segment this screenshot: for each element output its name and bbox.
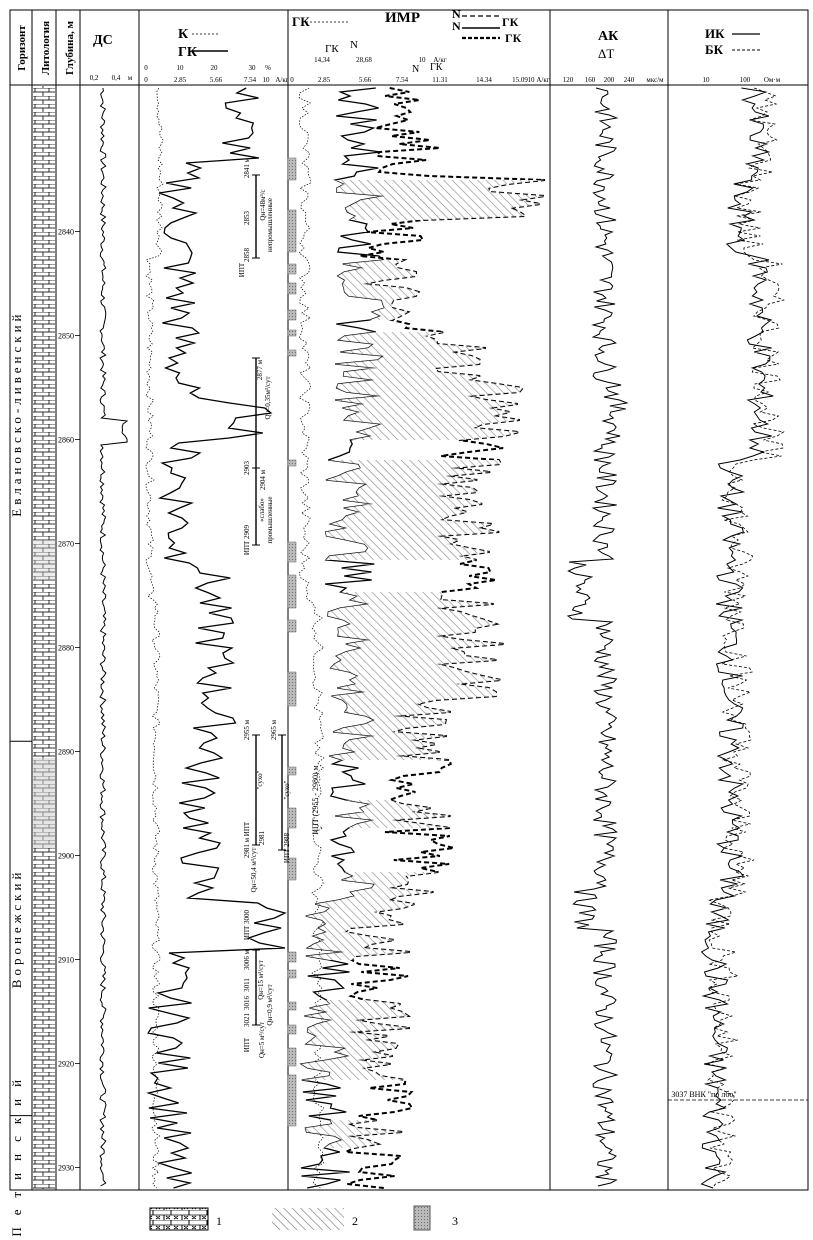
gk-scale-3: 7.54 [243,76,257,84]
ak-scale-3: 240 [623,76,635,84]
horizon-name: Воронежский [9,868,24,989]
ik-scale-2: Ом·м [763,76,781,84]
lithology-limestone [33,86,55,1189]
imr-scale-5: 14.34 [476,76,492,84]
ak-curve [568,88,627,1186]
annotation-a18: 2981 м ИПТ [243,821,251,859]
gk-scale-2: 5.66 [209,76,223,84]
legend-num-2: 2 [352,1214,358,1228]
depth-label: 2900 [58,851,74,861]
annotation-a11: ИПТ 2909 [243,524,251,556]
ak-scale-4: мкс/м [646,76,664,84]
annotation-a6: ИПТ [238,262,246,278]
annotation-a16: "сухо" [256,770,264,790]
interval-block [288,1048,296,1066]
gk-scale-4: 10 [262,76,270,84]
interval-block [288,310,296,320]
depth-label: 2910 [58,955,74,965]
hatched-interval [301,1000,410,1080]
annotation-a20: ИПТ 2988 [283,832,291,864]
annotation-a32: 3037 ВНК "по лбо" [671,1090,737,1099]
header-ak: АК [598,29,619,44]
legend-swatch-1 [150,1208,208,1230]
interval-block [288,350,296,356]
imr-scale-7: 10 [527,76,535,84]
gk-scale-1: 2.85 [173,76,187,84]
depth-label: 2860 [58,435,74,445]
annotation-a15: 2965 м [270,719,278,741]
horizon-column [9,311,32,1240]
horizon-name: Евлановско-ливенский [9,310,24,517]
hatched-interval [335,180,545,220]
interval-block [288,158,296,180]
annotation-a13: промышленные [266,496,274,544]
legend-swatch-3 [414,1206,430,1230]
imr-top-scale-2: 10 [418,56,426,64]
annotation-a25: 3016 [243,996,251,1010]
interval-block [288,1075,296,1126]
hatched-interval [329,700,451,760]
header-gk-r2: ГК [505,31,522,45]
annotation-a12: «слабо» [258,498,266,522]
header-bk: БК [705,42,724,57]
header-ds: ДС [93,33,113,48]
ds-curve [100,88,127,1186]
interval-block [288,808,296,828]
header-ik: ИК [705,26,725,41]
bk-curve [708,88,784,1188]
depth-label: 2870 [58,539,74,549]
imr-scale-6: 15.09 [512,76,528,84]
k-scale-2: 20 [210,64,218,72]
hatched-interval [306,872,439,960]
imr-scale-0: 0 [290,76,294,84]
ak-scale-1: 160 [584,76,596,84]
annotation-a3: 2858 [243,248,251,262]
interval-block [288,460,296,466]
header-n-gk-1: N [412,64,420,75]
annotation-a31: ИПТ (2955 - 2980) м [311,765,320,835]
interval-block [288,330,296,336]
ik-curve [702,88,774,1188]
interval-block [288,1002,296,1010]
lithology-grey-interval-2 [33,540,55,580]
annotation-a19: 2981 [258,831,266,845]
k-scale-0: 0 [144,64,148,72]
header-horizon: Горизонт [16,25,28,71]
annotation-a21: Qн=50,4 м³/сут [250,847,258,893]
annotation-a17: "сухо" [283,780,291,800]
annotation-a30: ИПТ [243,1037,251,1053]
annotation-a2: 2853 [243,211,251,225]
depth-label: 2850 [58,331,74,341]
header-gk-r1: ГК [502,15,519,29]
annotation-a27: Qн=15 м³/сут [257,960,265,1000]
legend-num-1: 1 [216,1214,222,1228]
imr-scale-3: 7.54 [395,76,409,84]
annotation-a29: Qн=5 м³/сут [258,1021,266,1059]
interval-block [288,575,296,608]
annotation-a14: 2955 м [243,719,251,741]
header-gk-sub: ГК [325,43,339,55]
interval-block [288,767,296,775]
header-n-2: N [452,19,461,33]
annotation-a24: 3011 [243,978,251,992]
imr-scale-1: 2.85 [317,76,331,84]
k-scale-4: % [265,64,271,72]
legend-swatch-2 [272,1208,344,1230]
horizon-name: Петинский [9,1067,24,1237]
header-n-sub: N [350,39,358,51]
depth-label: 2840 [58,227,74,237]
annotation-a1: 2841 м [243,157,251,179]
interval-block [288,542,296,562]
depth-scale [58,228,80,1240]
annotation-a23: 3006 м [243,949,251,971]
imr-top-scale-0: 14,34 [314,56,330,64]
header-imr: ИМР [385,10,420,26]
depth-label: 2880 [58,643,74,653]
interval-block [288,620,296,632]
ds-scale-2: м [127,74,133,82]
depth-label: 2930 [58,1163,74,1173]
ik-scale-0: 10 [702,76,710,84]
annotation-a26: 3021 [243,1013,251,1027]
annotation-a22: ИПТ 3000 [243,909,251,941]
annotation-a10: 2904 м [259,469,267,491]
header-line-samples [192,16,760,51]
header-lithology: Литология [40,20,52,76]
ds-scale-1: 0,4 [111,74,121,82]
interval-block [288,1025,296,1034]
interval-markers [288,158,296,1126]
interval-block [288,264,296,274]
imr-scale-2: 5.66 [358,76,372,84]
interval-block [288,210,296,252]
column-headers [16,7,725,75]
k-curve [146,88,163,1188]
ds-scale-0: 0,2 [89,74,99,82]
ak-scale-0: 120 [562,76,574,84]
annotation-a8: Qн=0,35м³/сут [264,376,272,420]
interval-block [288,970,296,978]
legend-num-3: 3 [452,1214,458,1228]
annotation-a7: 2877 м [256,359,264,381]
log-curves [100,88,784,1188]
annotation-a9: 2903 [243,461,251,475]
header-gk-imr: ГК [292,14,310,29]
gk-scale-5: А/кг [275,76,289,84]
k-scale-3: 30 [248,64,256,72]
depth-label: 2920 [58,1059,74,1069]
header-gk: ГК [178,45,198,60]
header-k: К [178,27,189,42]
annotation-a28: Qн=0,9 м³/сут [266,984,274,1026]
lithology-grey-interval [33,758,55,848]
header-dt: ΔT [598,46,615,61]
imr-scale-8: А/кг [536,76,550,84]
imr-top-scale-1: 28,68 [356,56,372,64]
ik-scale-1: 100 [739,76,751,84]
gk-scale-0: 0 [144,76,148,84]
imr-top-scale-3: А/кг [433,56,447,64]
k-scale-1: 10 [176,64,184,72]
annotation-a4: Qн=48м³/с [259,189,267,221]
interval-block [288,952,296,962]
ak-scale-2: 200 [603,76,615,84]
legend [150,1206,458,1230]
header-depth: Глубина, м [64,21,76,75]
interval-block [288,672,296,706]
depth-label: 2890 [58,747,74,757]
imr-scale-4: 11.31 [432,76,448,84]
header-n-top: N [452,7,461,21]
annotation-a5: непромышленные [266,198,274,252]
interval-block [288,283,296,294]
hatched-interval [326,460,501,560]
header-n-gk-2: ГК [430,62,443,73]
